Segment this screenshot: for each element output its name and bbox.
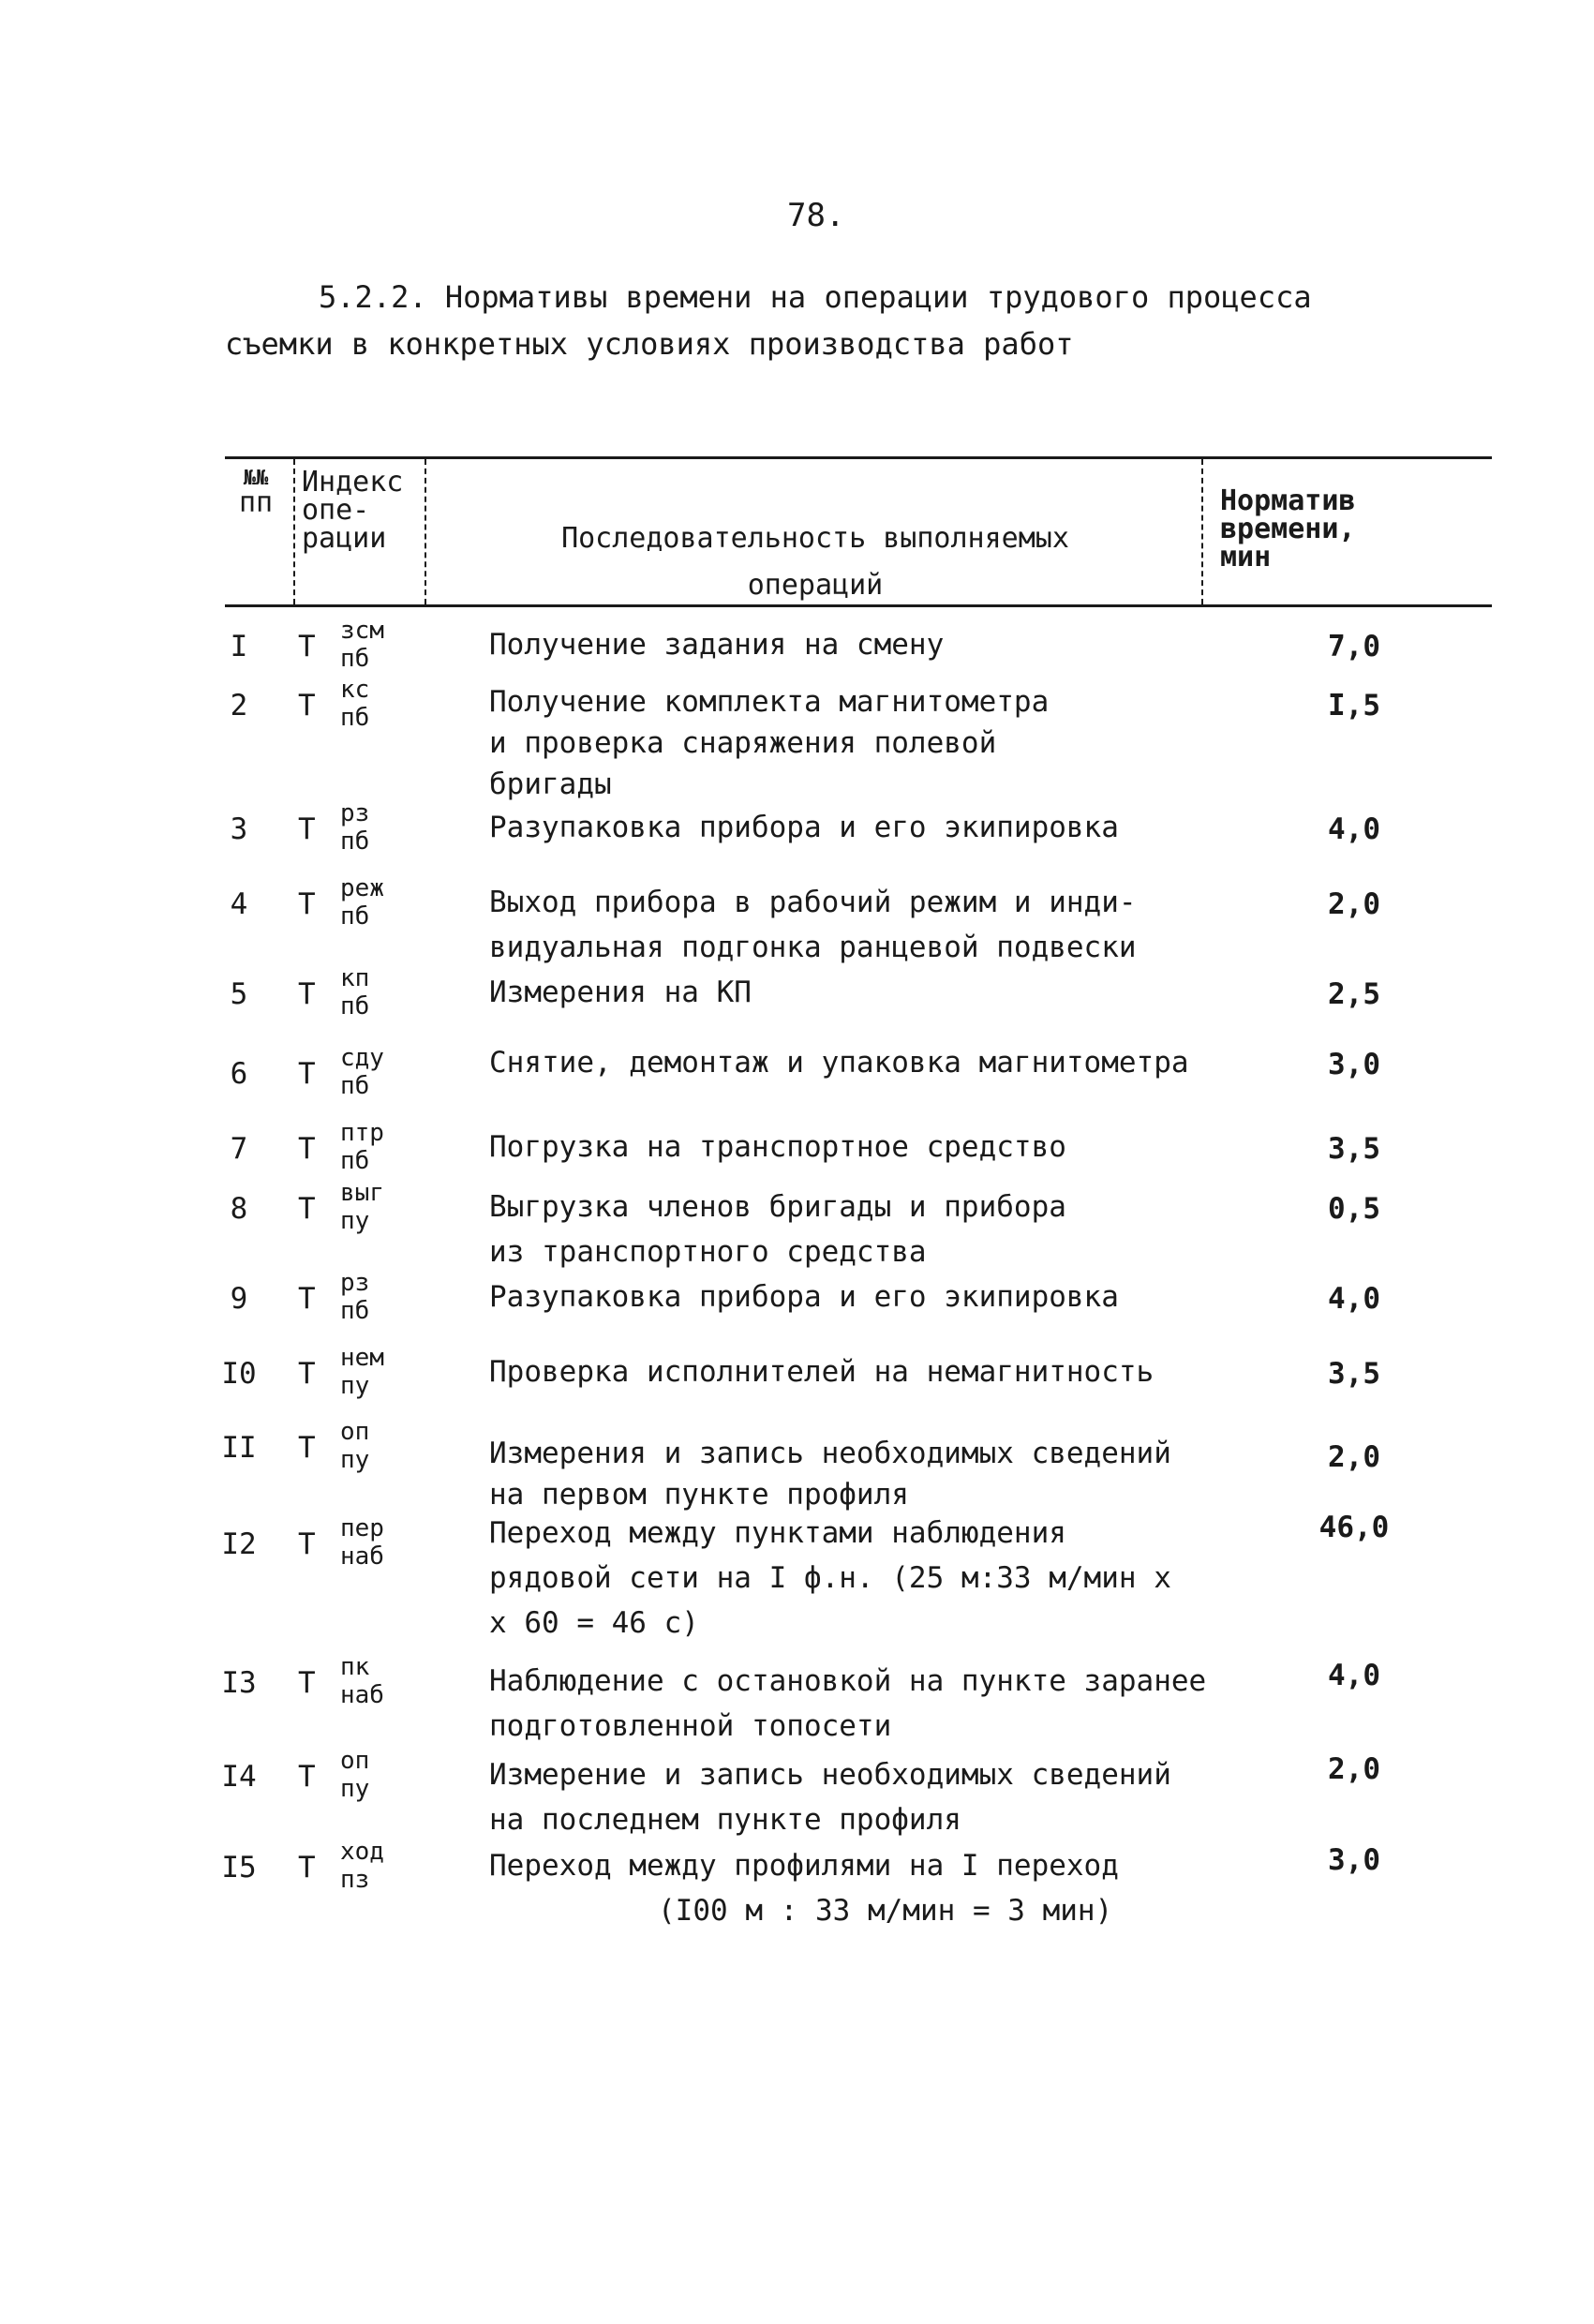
operation-description (489, 1040, 1276, 1085)
description-line: Проверка исполнителей на немагнитность (489, 1355, 1155, 1389)
op-index-subscript: пу (340, 1775, 370, 1803)
row-number: I2 (221, 1527, 257, 1561)
header-norm-line: мин (1220, 541, 1272, 574)
op-index-subscript: пз (340, 1866, 370, 1894)
op-index-superscript: кп (340, 964, 370, 992)
description-line: Наблюдение с остановкой на пункте заранее (489, 1664, 1207, 1698)
header-description-line: операций (747, 569, 884, 602)
operation-description (489, 880, 1276, 970)
time-norm: 2,0 (1328, 887, 1380, 921)
op-index-base: Т (298, 1666, 316, 1700)
description-line: Получение задания на смену (489, 628, 945, 662)
header-description-line: Последовательность выполняемых (561, 522, 1069, 555)
op-index-subscript: пб (340, 1072, 370, 1100)
op-index-superscript: оп (340, 1747, 370, 1775)
op-index-subscript: пб (340, 1147, 370, 1175)
description-line: Разупаковка прибора и его экипировка (489, 811, 1119, 844)
table-header-rule (225, 604, 1492, 607)
time-norm: 3,0 (1328, 1048, 1380, 1081)
header-description (431, 515, 1199, 609)
description-line: Разупаковка прибора и его экипировка (489, 1280, 1119, 1314)
row-number: 4 (230, 887, 248, 921)
column-divider (1201, 459, 1203, 604)
operation-description (489, 1349, 1276, 1394)
row-number: I4 (221, 1760, 257, 1794)
time-norm: 3,5 (1328, 1357, 1380, 1391)
op-index-base: Т (298, 1192, 316, 1226)
op-index-base: Т (298, 1431, 316, 1465)
page-number: 78. (787, 197, 845, 234)
op-index-subscript: пб (340, 1297, 370, 1325)
description-line: Выгрузка членов бригады и прибора (489, 1190, 1066, 1224)
time-norm: 7,0 (1328, 630, 1380, 663)
op-index-base: Т (298, 1057, 316, 1091)
op-index-subscript: пб (340, 827, 370, 856)
operation-description (489, 1511, 1276, 1646)
description-line: х 60 = 46 с) (489, 1606, 699, 1640)
description-line: из транспортного средства (489, 1235, 927, 1269)
row-number: 2 (230, 689, 248, 723)
description-line: Погрузка на транспортное средство (489, 1130, 1066, 1164)
description-line: Выход прибора в рабочий режим и инди- (489, 886, 1137, 919)
time-norm: 2,0 (1328, 1752, 1380, 1786)
op-index-superscript: рз (340, 799, 370, 827)
op-index-subscript: пу (340, 1446, 370, 1474)
operation-description (489, 1843, 1276, 1933)
op-index-base: Т (298, 689, 316, 723)
operation-description (489, 1433, 1276, 1515)
operation-description (489, 1184, 1276, 1274)
op-index-subscript: пб (340, 992, 370, 1020)
description-line: подготовленной топосети (489, 1709, 892, 1743)
op-index-subscript: пб (340, 704, 370, 732)
description-line: Снятие, демонтаж и упаковка магнитометра (489, 1046, 1189, 1080)
row-number: 6 (230, 1057, 248, 1091)
description-line: и проверка снаряжения полевой (489, 726, 997, 760)
op-index-base: Т (298, 1357, 316, 1391)
op-index-superscript: пер (340, 1514, 384, 1542)
op-index-subscript: наб (340, 1542, 384, 1571)
row-number: 5 (230, 977, 248, 1011)
operation-description (489, 1659, 1276, 1749)
op-index-superscript: рз (340, 1269, 370, 1297)
header-norm-line: Норматив (1220, 484, 1356, 517)
section-heading (225, 274, 1396, 367)
op-index-subscript: пу (340, 1207, 370, 1235)
description-line: Измерение и запись необходимых сведений (489, 1758, 1171, 1792)
description-line: Измерения на КП (489, 976, 752, 1009)
op-index-base: Т (298, 812, 316, 846)
op-index-base: Т (298, 887, 316, 921)
row-number: I0 (221, 1357, 257, 1391)
header-number-line: пп (238, 486, 274, 519)
time-norm: 2,5 (1328, 977, 1380, 1011)
row-number: I (230, 630, 248, 663)
row-number: 3 (230, 812, 248, 846)
op-index-superscript: птр (340, 1119, 384, 1147)
op-index-superscript: выг (340, 1179, 384, 1207)
header-index (302, 466, 424, 555)
description-line: Получение комплекта магнитометра (489, 685, 1050, 719)
operation-description (489, 1274, 1276, 1319)
op-index-superscript: нем (340, 1344, 384, 1372)
op-index-base: Т (298, 1527, 316, 1561)
row-number: II (221, 1431, 257, 1465)
table-top-rule (225, 456, 1492, 459)
op-index-base: Т (298, 630, 316, 663)
op-index-superscript: реж (340, 874, 384, 902)
op-index-superscript: зсм (340, 617, 384, 645)
header-number (228, 469, 284, 517)
op-index-subscript: пб (340, 902, 370, 931)
time-norm: 4,0 (1328, 1659, 1380, 1692)
op-index-superscript: ход (340, 1838, 384, 1866)
op-index-subscript: пу (340, 1372, 370, 1400)
operation-description (489, 1752, 1276, 1842)
op-index-base: Т (298, 1851, 316, 1885)
heading-line-1: 5.2.2. Нормативы времени на операции трудового процесса (319, 279, 1312, 315)
row-number: 9 (230, 1282, 248, 1316)
op-index-superscript: кс (340, 676, 370, 704)
op-index-subscript: пб (340, 645, 370, 673)
heading-line-2: съемки в конкретных условиях производства работ (225, 326, 1074, 362)
operation-description (489, 970, 1276, 1015)
op-index-subscript: наб (340, 1681, 384, 1709)
op-index-base: Т (298, 977, 316, 1011)
row-number: I5 (221, 1851, 257, 1885)
time-norm: 0,5 (1328, 1192, 1380, 1226)
description-line: Измерения и запись необходимых сведений (489, 1437, 1171, 1470)
header-norm-line: времени, (1220, 513, 1356, 545)
description-line: на первом пункте профиля (489, 1478, 909, 1512)
description-line: рядовой сети на I ф.н. (25 м:33 м/мин х (489, 1561, 1171, 1595)
time-norm: 4,0 (1328, 812, 1380, 846)
time-norm: 2,0 (1328, 1440, 1380, 1474)
description-line: видуальная подгонка ранцевой подвески (489, 931, 1137, 964)
op-index-superscript: оп (340, 1418, 370, 1446)
row-number: 7 (230, 1132, 248, 1166)
description-line: на последнем пункте профиля (489, 1803, 961, 1837)
header-index-line: Индекс (302, 466, 404, 499)
column-divider (293, 459, 295, 604)
column-divider (425, 459, 426, 604)
description-line: Переход между пунктами наблюдения (489, 1516, 1066, 1550)
operation-description (489, 805, 1276, 850)
header-number-line: №№ (243, 467, 269, 490)
description-line: бригады (489, 767, 612, 801)
description-line: (I00 м : 33 м/мин = 3 мин) (658, 1894, 1113, 1928)
operation-description (489, 622, 1276, 667)
header-index-line: рации (302, 522, 387, 555)
op-index-base: Т (298, 1760, 316, 1794)
op-index-base: Т (298, 1282, 316, 1316)
operation-description (489, 1125, 1276, 1169)
header-index-line: опе- (302, 494, 370, 527)
time-norm: 4,0 (1328, 1282, 1380, 1316)
description-line: Переход между профилями на I переход (489, 1849, 1119, 1883)
row-number: I3 (221, 1666, 257, 1700)
op-index-superscript: сду (340, 1044, 384, 1072)
operation-description (489, 681, 1276, 805)
op-index-superscript: пк (340, 1653, 370, 1681)
time-norm: 46,0 (1318, 1511, 1390, 1544)
time-norm: 3,5 (1328, 1132, 1380, 1166)
time-norm: 3,0 (1328, 1843, 1380, 1877)
time-norm: I,5 (1328, 689, 1380, 723)
row-number: 8 (230, 1192, 248, 1226)
op-index-base: Т (298, 1132, 316, 1166)
header-norm (1220, 484, 1492, 574)
